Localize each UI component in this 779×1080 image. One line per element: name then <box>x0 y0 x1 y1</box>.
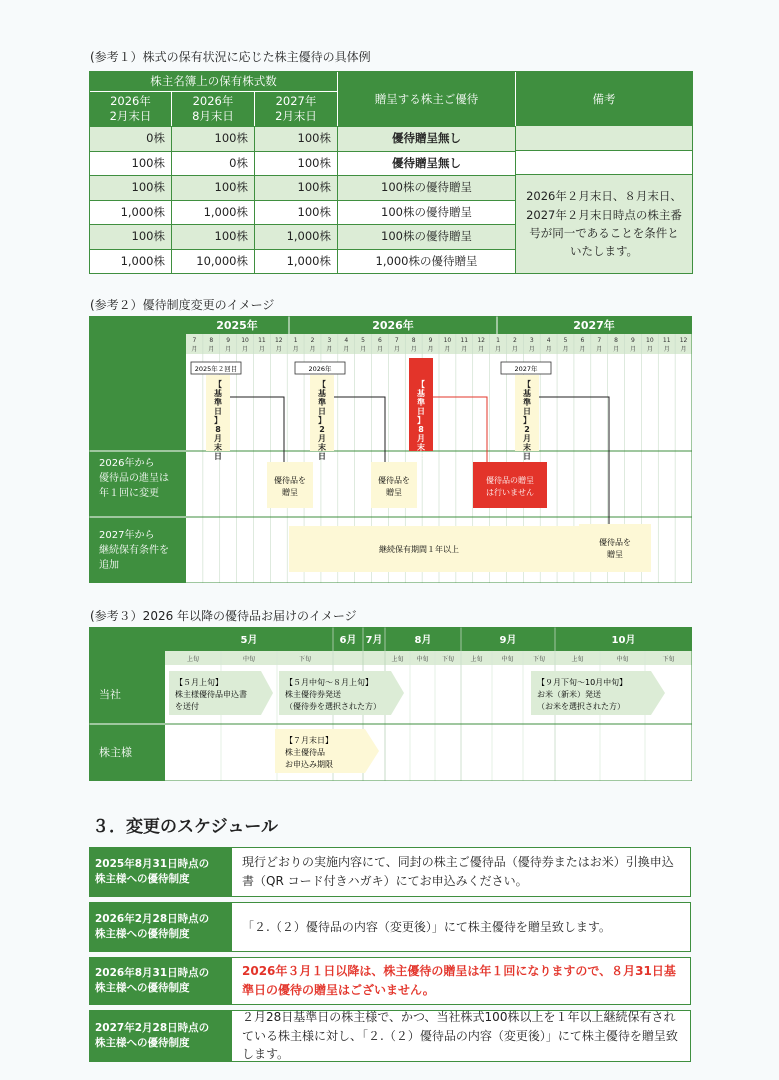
month-tick: 10 <box>646 337 654 344</box>
ref3-sub: 中旬 <box>501 656 514 663</box>
ref1-cell: 10,000株 <box>172 249 255 274</box>
month-tick: 1 <box>496 337 500 344</box>
month-tick: 10 <box>241 337 249 344</box>
record-date-char: 2 <box>524 425 530 434</box>
record-date-char: 基 <box>523 389 531 398</box>
month-tick: 5 <box>563 337 568 344</box>
sched-label-1: 2025年8月31日時点の 株主様への優待制度 <box>89 847 231 897</box>
record-date-char: 末 <box>318 443 326 452</box>
ref1-cell: 100株 <box>255 175 338 200</box>
ref3-month: 10月 <box>611 635 636 646</box>
ref1-cell: 100株 <box>255 200 338 225</box>
row2-label-l3: 追加 <box>99 560 119 571</box>
a3-l3: （お米を選択された方） <box>537 702 625 711</box>
month-tick: 月 <box>461 346 468 353</box>
ref2-diagram <box>89 316 692 583</box>
ref3-sub: 下旬 <box>441 656 455 663</box>
month-tick: 2 <box>310 337 315 344</box>
month-tick: 月 <box>528 346 535 353</box>
month-tick: 12 <box>274 337 283 344</box>
sec3-title: ３．変更のスケジュール <box>92 817 278 837</box>
record-date-char: 日 <box>523 407 531 416</box>
record-date-char: 基 <box>318 389 326 398</box>
month-tick: 月 <box>326 346 333 353</box>
box3-l1: 優待品の贈呈 <box>486 476 534 485</box>
ref1-col-note: 備考 <box>516 72 692 126</box>
month-tick: 月 <box>360 346 367 353</box>
record-date-char: 2 <box>319 425 325 434</box>
ref1-cell: 100株 <box>172 126 255 151</box>
ref3-sub: 中旬 <box>616 656 629 663</box>
month-tick: 6 <box>378 337 382 344</box>
month-tick: 5 <box>361 337 366 344</box>
row1-label-l1: 2026年から <box>99 458 155 469</box>
record-date-char: 末 <box>417 443 425 452</box>
month-tick: 月 <box>191 346 198 353</box>
tag-2027: 2027年 <box>514 365 538 373</box>
ref1-header-group: 株主名簿上の保有株式数 <box>90 72 338 92</box>
month-tick: 月 <box>613 346 620 353</box>
row1-label-l2: 優待品の進呈は <box>99 473 169 484</box>
record-date-char: 日 <box>214 452 222 461</box>
box4-l2: 贈呈 <box>607 550 623 559</box>
month-tick: 7 <box>192 337 197 344</box>
ref1-note: 2026年２月末日、８月末日、2027年２月末日時点の株主番号が同一であることを条件といたします。 <box>516 174 692 273</box>
sched-text-3: 2026年３月１日以降は、株主優待の贈呈は年１回になりますので、８月31日基準日の優待の贈呈はございません。 <box>231 957 691 1005</box>
month-tick: 8 <box>411 337 416 344</box>
ref3-sub: 上旬 <box>571 656 584 663</box>
ref1-note-blank <box>516 126 692 150</box>
ref2-title: (参考２）優待制度変更のイメージ <box>90 298 275 312</box>
ref1-title: (参考１）株式の保有状況に応じた株主優待の具体例 <box>90 50 371 64</box>
month-tick: 月 <box>427 346 434 353</box>
a4-l2: 株主優待品 <box>285 748 325 757</box>
a4-l1: 【７月末日】 <box>285 736 333 745</box>
month-tick: 月 <box>680 346 687 353</box>
box2-l2: 贈呈 <box>386 488 402 497</box>
ref3-row2-label: 株主様 <box>99 746 132 759</box>
ref3-sub: 上旬 <box>470 656 483 663</box>
record-date-char: 基 <box>417 389 425 398</box>
month-tick: 10 <box>443 337 452 344</box>
a2-l3: （優待券を選択された方） <box>285 702 381 711</box>
ref1-cell: 1,000株 <box>90 249 172 274</box>
ref1-gift-cell: 1,000株の優待贈呈 <box>338 249 516 274</box>
month-tick: 月 <box>495 346 502 353</box>
ref1-cell: 0株 <box>90 126 172 151</box>
month-tick: 月 <box>393 346 400 353</box>
ref1-cell: 0株 <box>172 151 255 176</box>
ref1-cell: 100株 <box>90 151 172 176</box>
ref3-sub: 下旬 <box>298 656 312 663</box>
month-tick: 月 <box>292 346 299 353</box>
record-date-char: 月 <box>318 434 326 443</box>
month-tick: 月 <box>579 346 586 353</box>
record-date-char: 】 <box>417 416 425 425</box>
month-tick: 月 <box>545 346 552 353</box>
month-tick: 月 <box>258 346 265 353</box>
month-tick: 9 <box>226 337 231 344</box>
record-date-char: 日 <box>214 407 222 416</box>
a1-l3: を送付 <box>175 702 199 711</box>
sched-label-2: 2026年2月28日時点の 株主様への優待制度 <box>89 902 231 952</box>
month-tick: 7 <box>597 337 602 344</box>
record-date-char: 【 <box>318 380 326 389</box>
record-date-char: 【 <box>417 380 425 389</box>
ref3-month: 6月 <box>339 635 357 646</box>
month-tick: 9 <box>631 337 635 344</box>
record-date-char: 月 <box>417 434 425 443</box>
box1-l2: 贈呈 <box>282 488 298 497</box>
ref3-sub: 中旬 <box>242 656 256 663</box>
ref1-col2: 2026年 8月末日 <box>172 92 255 126</box>
box3-l2: は行いません <box>486 488 534 497</box>
record-date-char: 準 <box>417 398 425 407</box>
ref1-gift-cell: 優待贈呈無し <box>338 126 516 151</box>
ref1-note-blank2 <box>516 150 692 174</box>
month-tick: 9 <box>428 337 433 344</box>
month-tick: 6 <box>580 337 585 344</box>
month-tick: 月 <box>242 346 249 353</box>
ref3-row1-label: 当社 <box>99 688 121 701</box>
ref3-sub: 下旬 <box>662 656 675 663</box>
record-date-char: 基 <box>214 389 222 398</box>
ref1-gift-cell: 100株の優待贈呈 <box>338 224 516 249</box>
month-tick: 月 <box>444 346 451 353</box>
ref1-gift-cell: 優待贈呈無し <box>338 151 516 176</box>
record-date-char: 末 <box>214 443 222 452</box>
record-date-char: 】 <box>318 416 326 425</box>
record-date-char: 日 <box>417 407 425 416</box>
ref1-cell: 100株 <box>255 126 338 151</box>
ref1-col1: 2026年 2月末日 <box>90 92 172 126</box>
month-tick: 月 <box>478 346 485 353</box>
year-2027: 2027年 <box>573 319 615 332</box>
arrow-label: 継続保有期間１年以上 <box>379 545 459 554</box>
month-tick: 月 <box>275 346 282 353</box>
record-date-char: 8 <box>215 425 221 434</box>
month-tick: 12 <box>477 337 485 344</box>
month-tick: 3 <box>529 337 534 344</box>
a3-l1: 【９月下旬～10月中旬】 <box>537 678 628 687</box>
tag-2026: 2026年 <box>308 365 332 373</box>
record-date-char: 【 <box>523 380 531 389</box>
ref1-cell: 100株 <box>90 175 172 200</box>
month-tick: 4 <box>546 337 551 344</box>
ref3-month: 7月 <box>365 635 383 646</box>
sched-label-3: 2026年8月31日時点の 株主様への優待制度 <box>89 957 231 1005</box>
record-date-char: 月 <box>523 434 531 443</box>
month-tick: 月 <box>562 346 569 353</box>
sched-text-1: 現行どおりの実施内容にて、同封の株主ご優待品（優待券またはお米）引換申込書（QR コード付きハガキ）にてお申込みください。 <box>231 847 691 897</box>
month-tick: 8 <box>614 337 619 344</box>
ref1-gift-cell: 100株の優待贈呈 <box>338 200 516 225</box>
ref1-table <box>89 71 693 274</box>
a4-l3: お申込み期限 <box>285 760 333 769</box>
month-tick: 月 <box>663 346 670 353</box>
ref1-col-gift: 贈呈する株主ご優待 <box>338 72 516 126</box>
month-tick: 3 <box>327 337 332 344</box>
ref1-cell: 100株 <box>90 224 172 249</box>
month-tick: 12 <box>679 337 688 344</box>
ref3-sub: 中旬 <box>416 656 429 663</box>
month-tick: 4 <box>344 337 349 344</box>
month-tick: 7 <box>394 337 399 344</box>
ref3-sub: 上旬 <box>391 656 404 663</box>
sched-text-4: ２月28日基準日の株主様で、かつ、当社株式100株以上を１年以上継続保有されている株主様に対し、「２.（２）優待品の内容（変更後）」にて株主優待を贈呈致します。 <box>231 1010 691 1062</box>
a2-l2: 株主優待券発送 <box>285 690 341 699</box>
a3-l2: お米（新米）発送 <box>537 690 601 699</box>
box4-l1: 優待品を <box>599 538 631 547</box>
record-date-char: 日 <box>417 452 425 461</box>
row1-label-l3: 年１回に変更 <box>99 488 159 499</box>
box2-l1: 優待品を <box>378 476 410 485</box>
ref1-cell: 1,000株 <box>172 200 255 225</box>
record-date-char: 準 <box>318 398 326 407</box>
ref3-month: 5月 <box>240 635 258 646</box>
record-date-char: 日 <box>318 452 326 461</box>
record-date-char: 日 <box>523 452 531 461</box>
record-date-char: 】 <box>523 416 531 425</box>
ref1-cell: 100株 <box>255 151 338 176</box>
sched-text-2: 「２.（２）優待品の内容（変更後）」にて株主優待を贈呈致します。 <box>231 902 691 952</box>
a2-l1: 【５月中旬～８月上旬】 <box>285 678 373 687</box>
ref3-sub: 下旬 <box>532 656 546 663</box>
month-tick: 月 <box>343 346 350 353</box>
ref3-sub: 上旬 <box>186 656 200 663</box>
row2-label-l1: 2027年から <box>99 530 155 541</box>
month-tick: 月 <box>646 346 653 353</box>
sched-label-4: 2027年2月28日時点の 株主様への優待制度 <box>89 1010 231 1062</box>
year-2025: 2025年 <box>216 319 258 332</box>
month-tick: 月 <box>309 346 316 353</box>
ref1-cell: 1,000株 <box>90 200 172 225</box>
month-tick: 11 <box>460 337 469 344</box>
month-tick: 1 <box>293 337 298 344</box>
ref1-cell: 100株 <box>172 175 255 200</box>
month-tick: 11 <box>258 337 266 344</box>
tag-2025: 2025年２回目 <box>194 365 238 373</box>
ref3-title: (参考３）2026 年以降の優待品お届けのイメージ <box>90 609 357 623</box>
ref3-month: 8月 <box>414 635 432 646</box>
record-date-char: 末 <box>523 443 531 452</box>
month-tick: 11 <box>662 337 671 344</box>
box1-l1: 優待品を <box>274 476 306 485</box>
month-tick: 月 <box>225 346 232 353</box>
record-date-char: 8 <box>418 425 424 434</box>
record-date-char: 準 <box>523 398 531 407</box>
month-tick: 2 <box>512 337 517 344</box>
month-tick: 月 <box>629 346 636 353</box>
record-date-char: 月 <box>214 434 222 443</box>
month-tick: 8 <box>209 337 214 344</box>
month-tick: 月 <box>376 346 383 353</box>
ref1-cell: 1,000株 <box>255 224 338 249</box>
a1-l2: 株主様優待品申込書 <box>175 690 247 699</box>
month-tick: 月 <box>511 346 518 353</box>
a1-l1: 【５月上旬】 <box>175 678 223 687</box>
ref3-month: 9月 <box>499 635 517 646</box>
ref3-diagram <box>89 627 692 781</box>
record-date-char: 準 <box>214 398 222 407</box>
record-date-char: 【 <box>214 380 222 389</box>
ref1-gift-cell: 100株の優待贈呈 <box>338 175 516 200</box>
year-2026: 2026年 <box>372 319 414 332</box>
record-date-char: 】 <box>214 416 222 425</box>
ref1-cell: 100株 <box>172 224 255 249</box>
record-date-char: 日 <box>318 407 326 416</box>
ref1-col3: 2027年 2月末日 <box>255 92 338 126</box>
month-tick: 月 <box>596 346 603 353</box>
month-tick: 月 <box>208 346 215 353</box>
ref1-cell: 1,000株 <box>255 249 338 274</box>
row2-label-l2: 継続保有条件を <box>99 545 169 556</box>
month-tick: 月 <box>410 346 417 353</box>
